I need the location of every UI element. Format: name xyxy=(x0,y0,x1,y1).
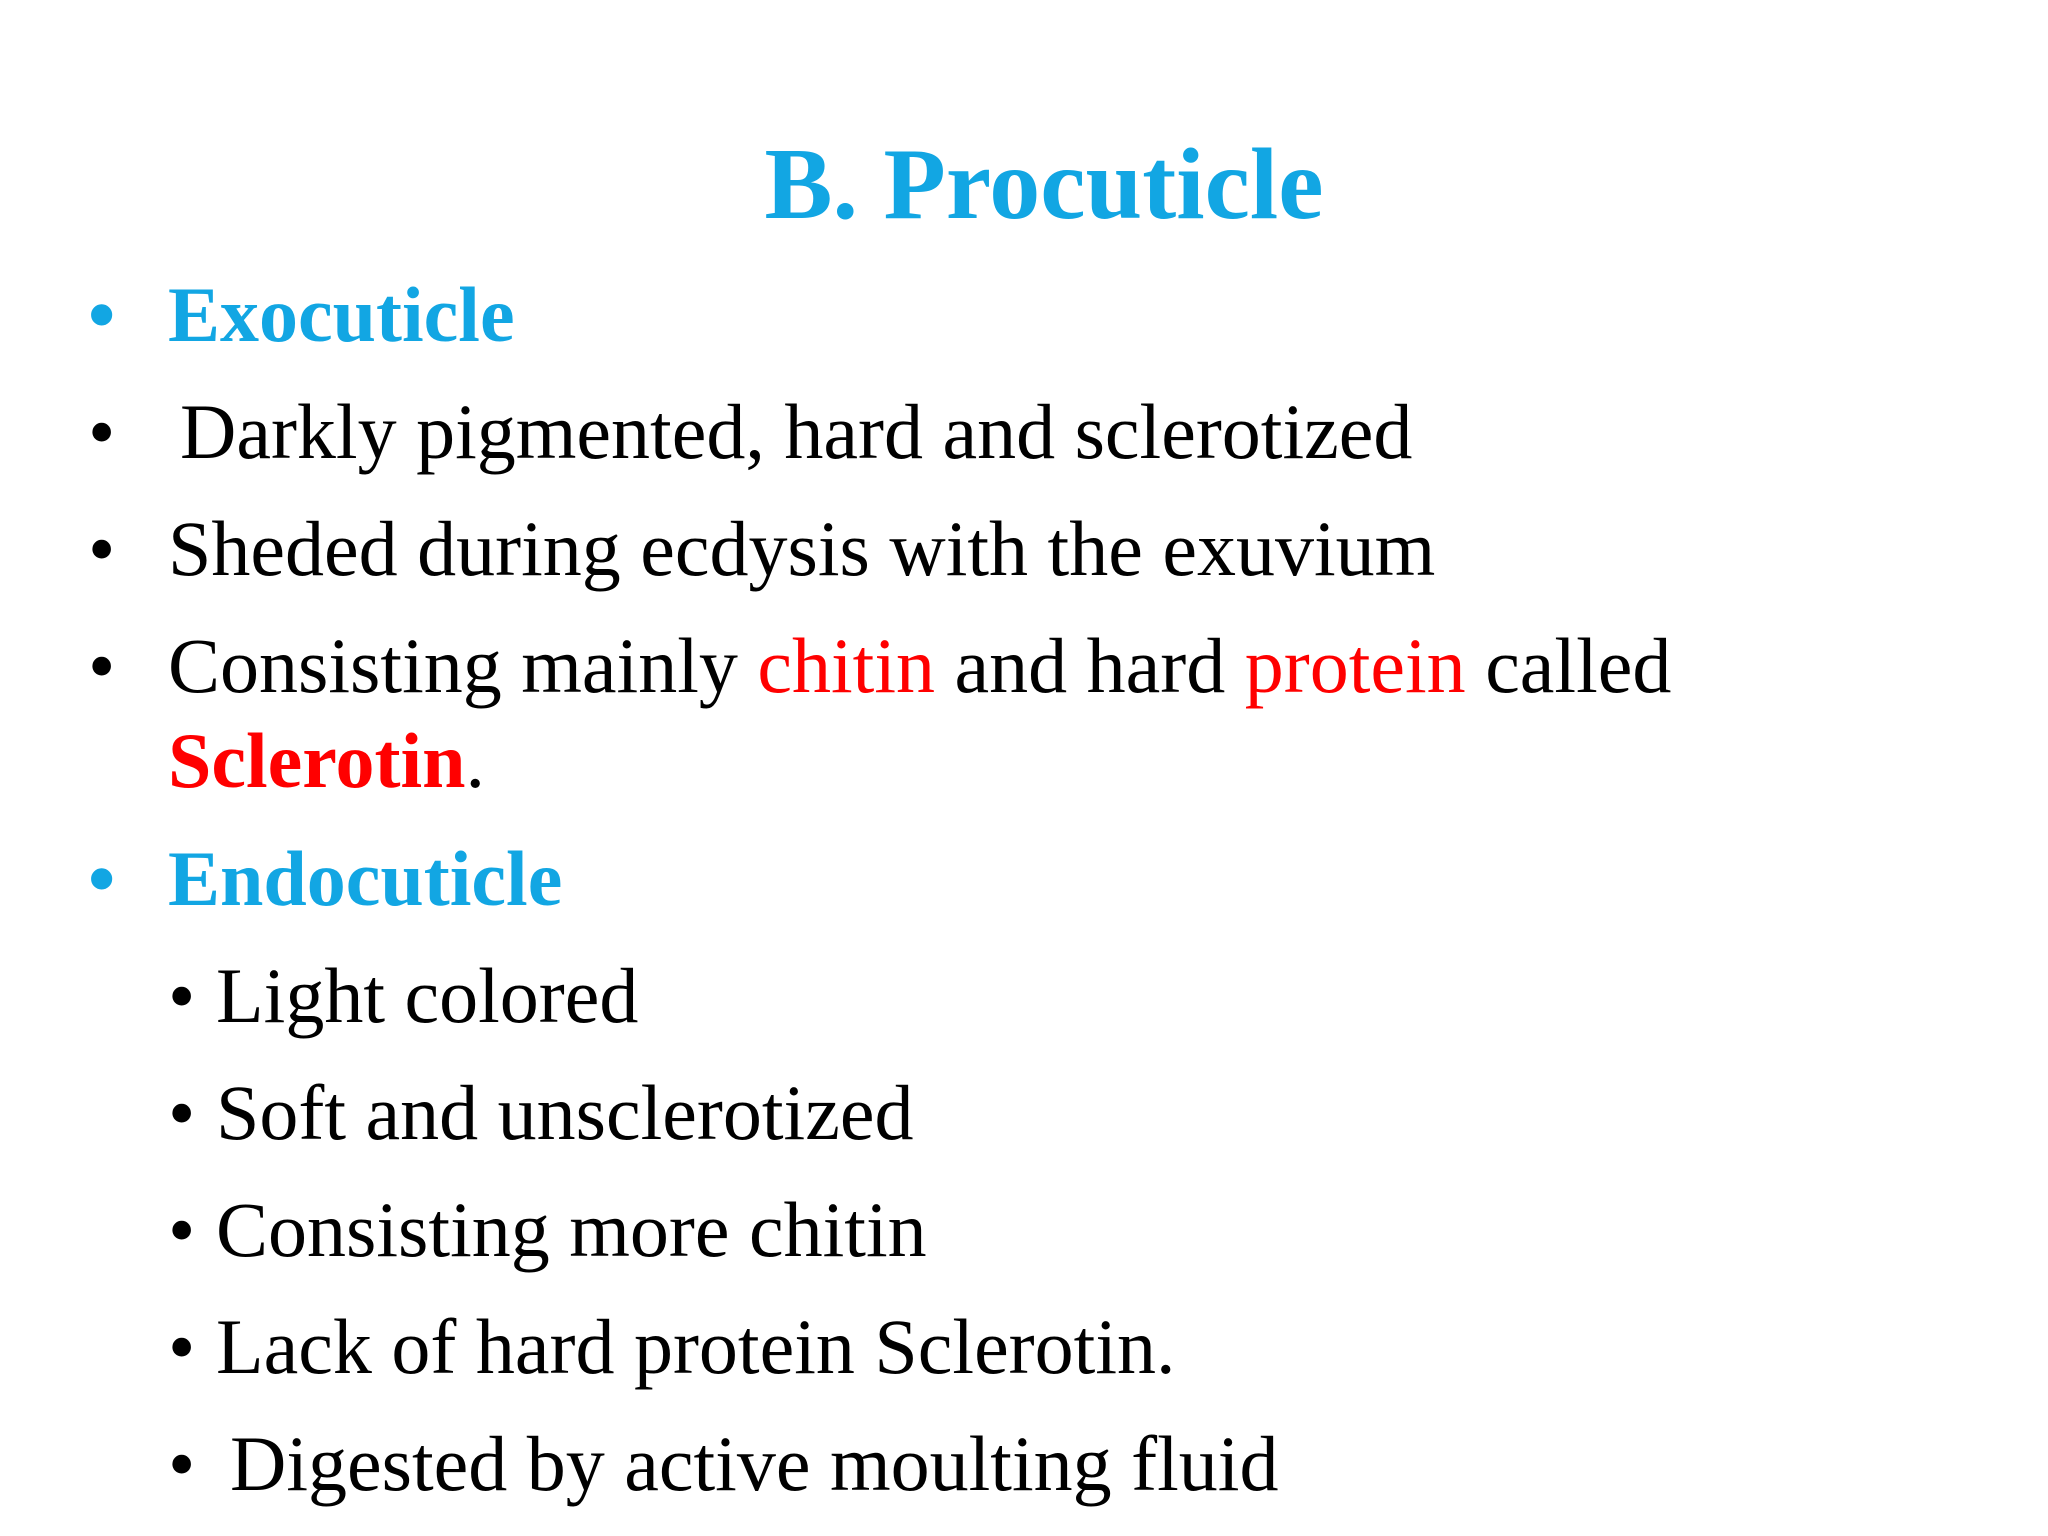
composition-text: and hard xyxy=(935,622,1245,709)
sclerotin-highlight: Sclerotin xyxy=(168,717,466,804)
bullet-icon: • xyxy=(168,1303,196,1390)
list-item-text: Soft and unsclerotized xyxy=(216,1069,914,1156)
composition-text: called xyxy=(1465,622,1672,709)
list-item-text: Lack of hard protein Sclerotin. xyxy=(216,1303,1176,1390)
list-item-text: Sheded during ecdysis with the exuvium xyxy=(168,505,1436,592)
bullet-icon: • xyxy=(88,505,116,592)
exocuticle-heading: Exocuticle xyxy=(168,271,515,358)
composition-line-1 xyxy=(168,621,1671,711)
bullet-icon: • xyxy=(88,622,116,709)
composition-text: Consisting mainly xyxy=(168,622,758,709)
bullet-icon: • xyxy=(88,271,116,358)
bullet-icon: • xyxy=(168,1420,196,1507)
chitin-highlight: chitin xyxy=(757,622,936,709)
bullet-icon: • xyxy=(168,1069,196,1156)
list-item-text: Darkly pigmented, hard and sclerotized xyxy=(180,388,1413,475)
composition-end: . xyxy=(465,717,486,804)
endocuticle-heading: Endocuticle xyxy=(168,835,563,922)
list-item-text: Digested by active moulting fluid xyxy=(230,1420,1279,1507)
bullet-icon: • xyxy=(88,388,116,475)
bullet-icon: • xyxy=(88,835,116,922)
bullet-icon: • xyxy=(168,1186,196,1273)
list-item-text: Light colored xyxy=(216,952,639,1039)
bullet-icon: • xyxy=(168,952,196,1039)
protein-highlight: protein xyxy=(1244,622,1466,709)
slide-title: B. Procuticle xyxy=(764,128,1324,241)
list-item-text: Consisting more chitin xyxy=(216,1186,927,1273)
composition-line-2 xyxy=(168,716,485,806)
